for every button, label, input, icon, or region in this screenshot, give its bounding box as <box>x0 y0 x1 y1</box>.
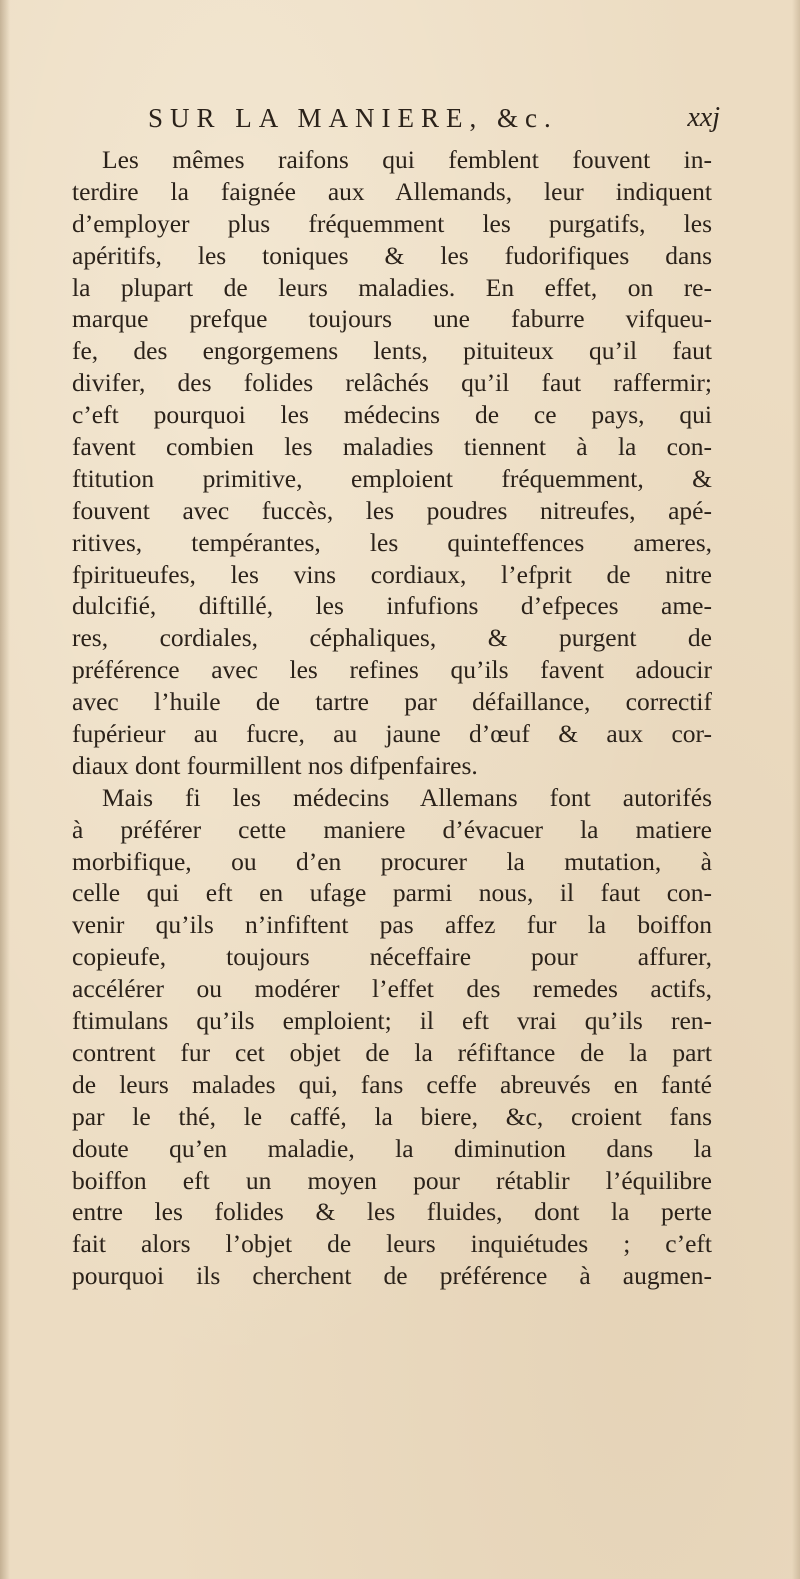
text-line: copieufe, toujours néceffaire pour affurer, <box>72 942 712 972</box>
text-line: venir qu’ils n’infiftent pas affez fur la boiffon <box>72 910 712 940</box>
running-head <box>70 98 720 138</box>
text-line: boiffon eft un moyen pour rétablir l’équilibre <box>72 1165 712 1195</box>
text-line: c’eft pourquoi les médecins de ce pays, qui <box>72 400 712 430</box>
text-line: ftimulans qu’ils emploient; il eft vrai qu’ils ren- <box>72 1006 712 1036</box>
text-line: res, cordiales, céphaliques, & purgent de <box>72 623 712 653</box>
text-line: marque prefque toujours une faburre vifqueu- <box>72 304 712 334</box>
text-line: la plupart de leurs maladies. En effet, on re- <box>72 272 712 302</box>
body-text <box>72 144 712 1292</box>
text-line: fpiritueufes, les vins cordiaux, l’efprit de nitre <box>72 559 712 589</box>
text-line: ftitution primitive, emploient fréquemment, & <box>72 463 712 493</box>
text-line: divifer, des folides relâchés qu’il faut raffermir; <box>72 368 712 398</box>
page-number: xxj <box>687 102 720 133</box>
text-line: de leurs malades qui, fans ceffe abreuvés en fanté <box>72 1069 712 1099</box>
text-line: fouvent avec fuccès, les poudres nitreufes, apé- <box>72 495 712 525</box>
text-line: fupérieur au fucre, au jaune d’œuf & aux cor- <box>72 719 712 749</box>
text-line: pourquoi ils cherchent de préférence à augmen- <box>72 1261 712 1291</box>
text-line: d’employer plus fréquemment les purgatifs, les <box>72 208 712 238</box>
text-line: favent combien les maladies tiennent à la con- <box>72 432 712 462</box>
page-edge-shadow-right <box>792 0 800 1579</box>
text-line: terdire la faignée aux Allemands, leur indiquent <box>72 176 712 206</box>
text-line: par le thé, le caffé, la biere, &c, croient fans <box>72 1101 712 1131</box>
text-line: fe, des engorgemens lents, pituiteux qu’il faut <box>72 336 712 366</box>
text-line: accélérer ou modérer l’effet des remedes actifs, <box>72 974 712 1004</box>
text-line: Les mêmes raifons qui femblent fouvent in- <box>102 145 712 174</box>
text-line: Mais fi les médecins Allemans font autorifés <box>102 782 712 812</box>
text-line: fait alors l’objet de leurs inquiétudes ; c’eft <box>72 1229 712 1259</box>
page-edge-shadow-left <box>0 0 10 1579</box>
text-line: apéritifs, les toniques & les fudorifiques dans <box>72 240 712 270</box>
text-line: doute qu’en maladie, la diminution dans la <box>72 1133 712 1163</box>
text-line: dulcifié, diftillé, les infufions d’efpeces ame- <box>72 591 712 621</box>
text-line: entre les folides & les fluides, dont la perte <box>72 1197 712 1227</box>
text-line: ritives, tempérantes, les quinteffences ameres, <box>72 527 712 557</box>
text-line: celle qui eft en ufage parmi nous, il faut con- <box>72 878 712 908</box>
paragraph-2 <box>72 782 712 1292</box>
text-line: contrent fur cet objet de la réfiftance de la part <box>72 1037 712 1067</box>
text-line: à préférer cette maniere d’évacuer la matiere <box>72 814 712 844</box>
text-line: avec l’huile de tartre par défaillance, correctif <box>72 687 712 717</box>
paragraph-1 <box>72 144 712 782</box>
text-line: diaux dont fourmillent nos difpenfaires. <box>72 750 478 780</box>
running-title: SUR LA MANIERE, &c. <box>148 102 558 133</box>
text-line: préférence avec les refines qu’ils favent adoucir <box>72 655 712 685</box>
text-line: morbifique, ou d’en procurer la mutation, à <box>72 846 712 876</box>
